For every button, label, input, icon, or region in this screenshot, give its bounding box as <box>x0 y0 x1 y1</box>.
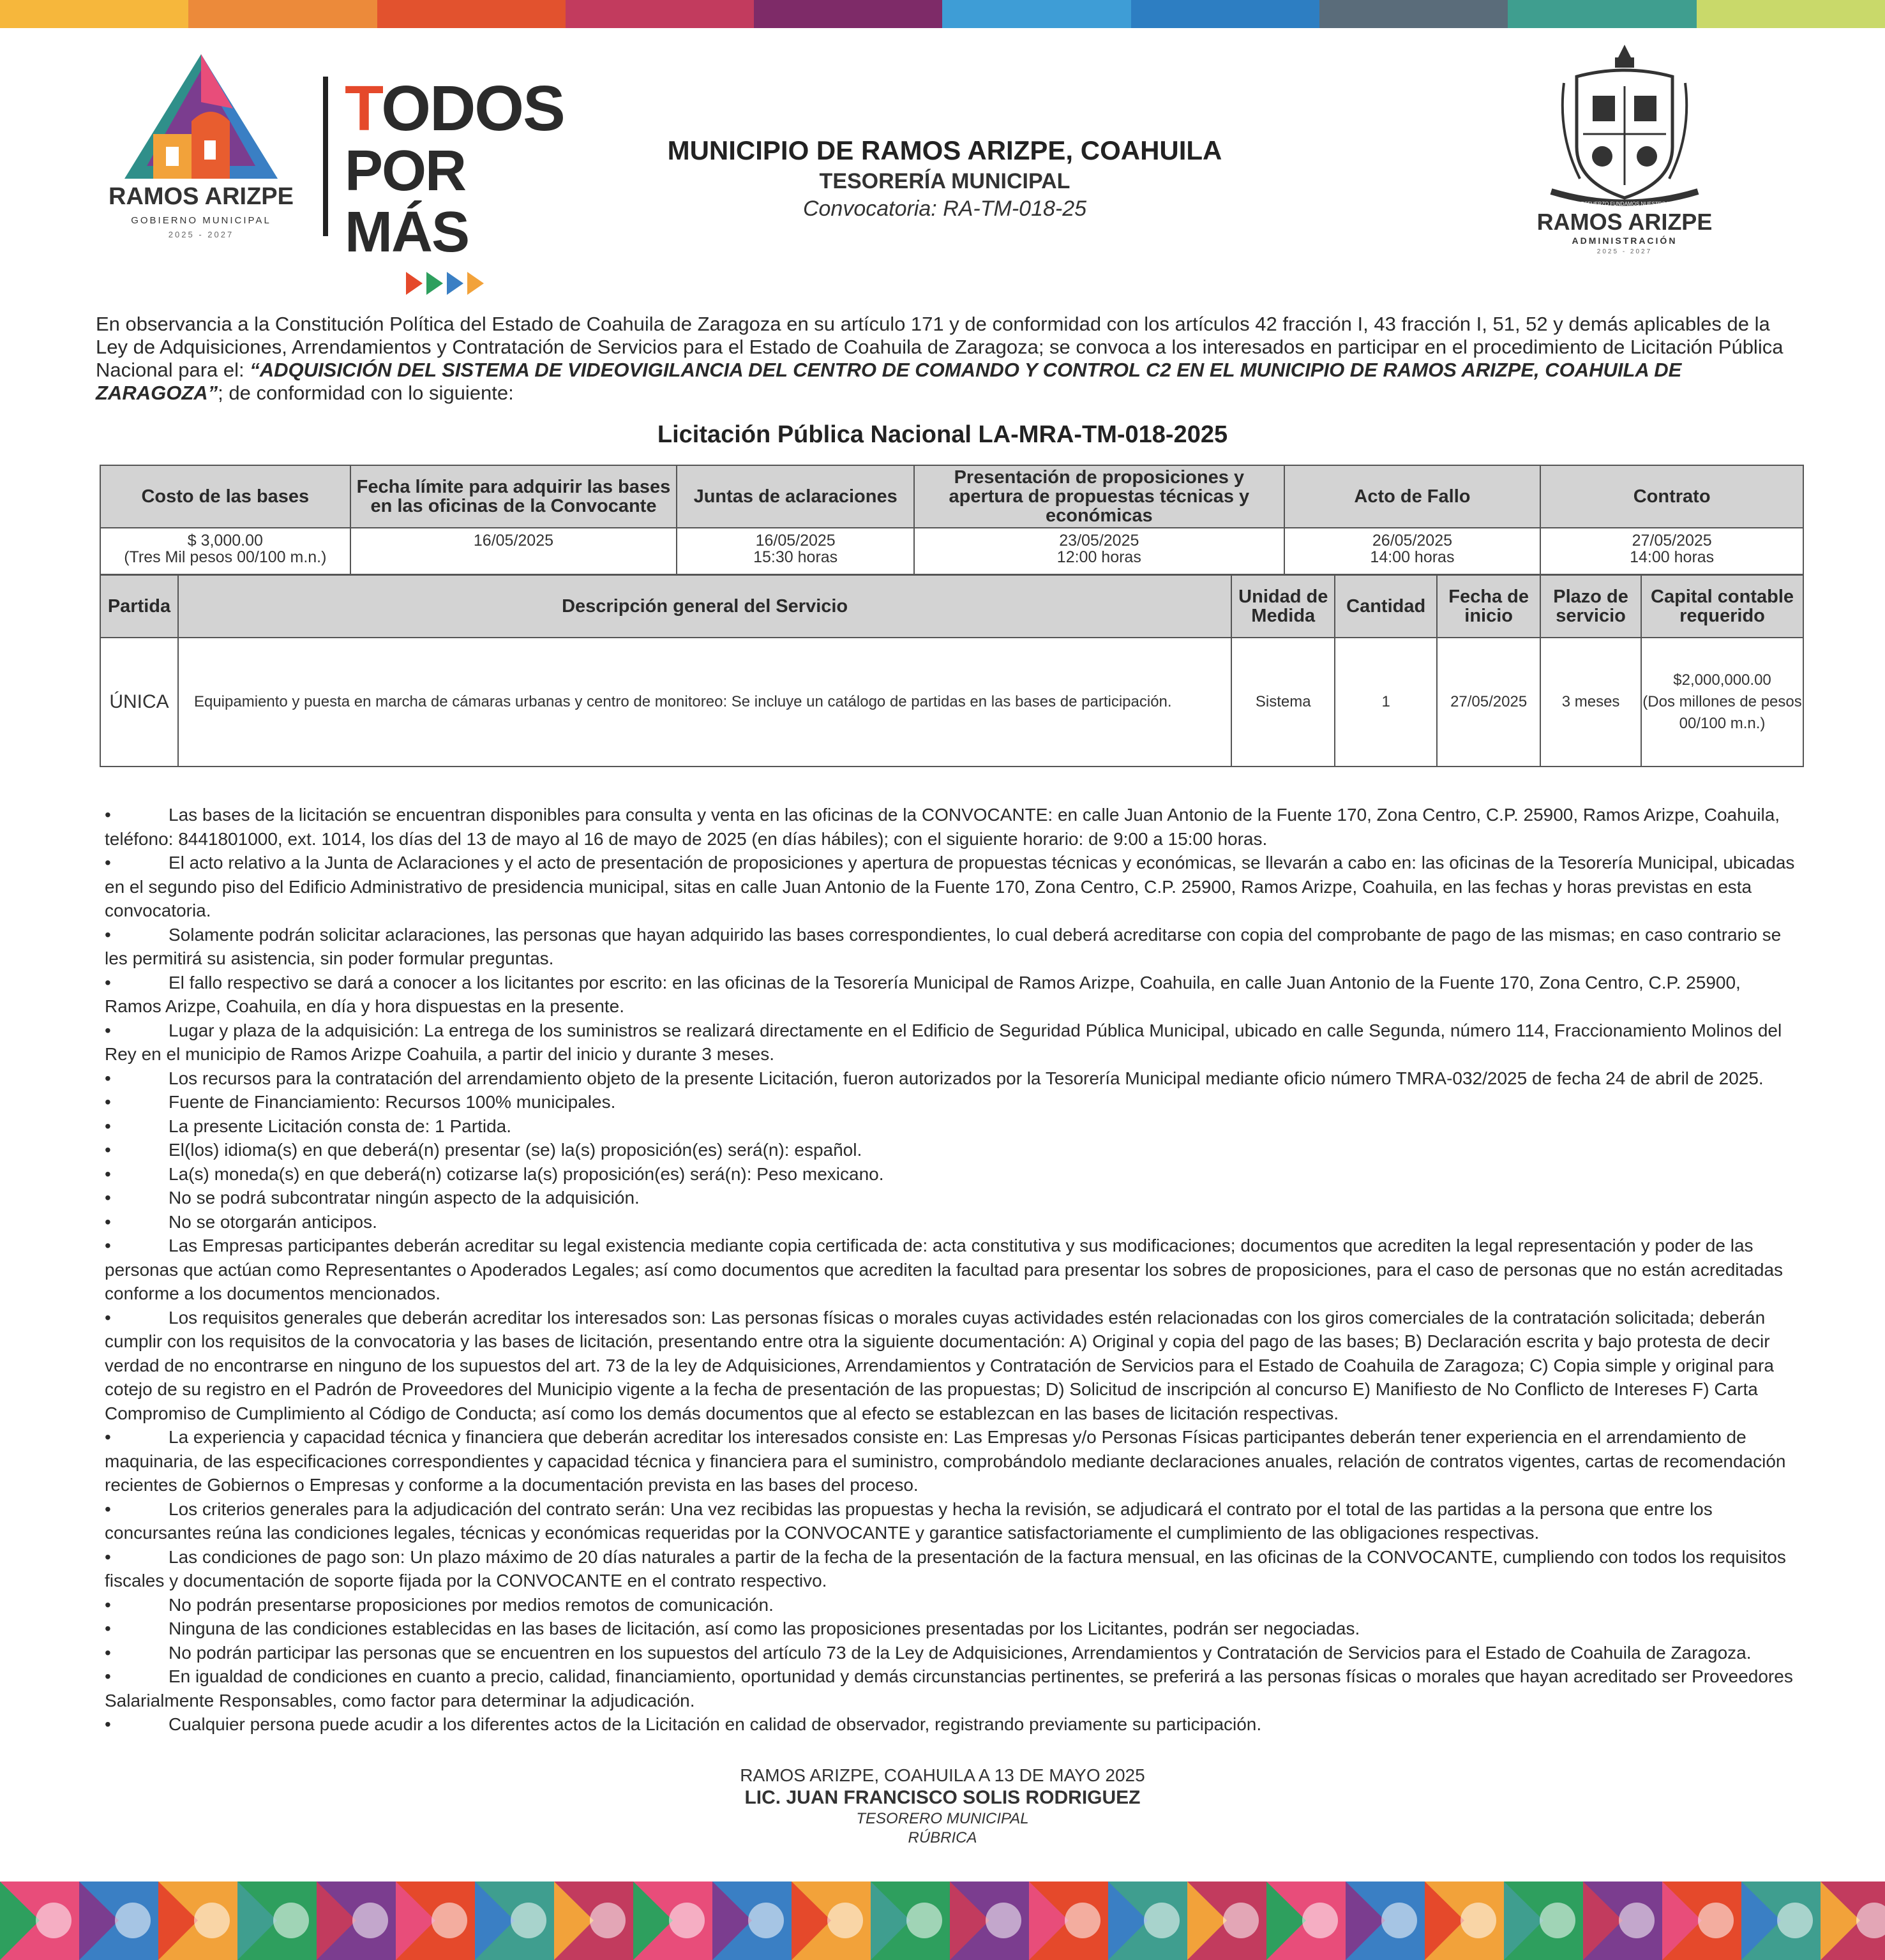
list-item-text: Lugar y plaza de la adquisición: La entrega de los suministros se realizará directamente en el Edificio de Seguridad Pública Municipal, ubicado en calle Segunda, número 114, Fraccionamiento Molinos del Rey en el municipio de Ramos Arizpe Coahuila, a partir del inicio y durante 3 meses. <box>105 1020 1782 1064</box>
todos-line-1: TODOS <box>345 73 564 144</box>
list-item <box>105 971 1796 1019</box>
schedule-header: Contrato <box>1540 465 1803 528</box>
pattern-circle <box>986 1903 1021 1938</box>
list-item <box>105 1641 1796 1665</box>
strip-segment <box>1508 0 1696 28</box>
list-item-text: Los criterios generales para la adjudicación del contrato serán: Una vez recibidas las propuestas y hecha la revisión, se adjudicará el contrato por el total de las partidas a la persona que entre los concursantes reúna las condiciones legales, técnicas y económicas requeridas por la CONVOCANTE y garantice satisfactoriamente el cumplimiento de las obligaciones respectivas. <box>105 1499 1713 1543</box>
list-item <box>105 1545 1796 1593</box>
list-item <box>105 923 1796 971</box>
bullet-icon: • <box>105 1188 111 1208</box>
pattern-circle <box>1698 1903 1734 1938</box>
list-item-text: Las Empresas participantes deberán acreditar su legal existencia mediante copia certificada de: acta constitutiva y sus modificaciones; documentos que acrediten la legal representación y poder de las personas que actúan como Representantes o Apoderados Legales; así como documentos que acrediten la facultad para presentar los sobres de proposiciones, para el caso de personas que no están acreditadas conforme a los documentos mencionados. <box>105 1236 1784 1303</box>
fallo-date: 26/05/2025 <box>1372 532 1453 550</box>
bullet-icon: • <box>105 1116 111 1136</box>
bullet-icon: • <box>105 1619 111 1638</box>
bullet-icon: • <box>105 1642 111 1663</box>
pattern-circle <box>1777 1903 1813 1938</box>
bullet-icon: • <box>105 1211 111 1232</box>
bullet-icon: • <box>105 1163 111 1184</box>
list-item-text: La experiencia y capacidad técnica y financiera que deberán acreditar los interesados consiste en: Las Empresas y/o Personas Físicas participantes deberán tener experiencia en el arrendamiento de maquinaria, de las especificaciones correspondientes y capacidad técnica y financiera para el suministro, comprobándolo mediante declaraciones anuales, relación de contratos vigentes, cartas de recomendación recientes de Gobiernos o Empresas y conforme a la documentación prevista en las bases del proceso. <box>105 1427 1786 1495</box>
bullet-icon: • <box>105 1714 111 1734</box>
pattern-circle <box>1381 1903 1417 1938</box>
schedule-header-row <box>100 465 1803 528</box>
list-item-text: Los requisitos generales que deberán acreditar los interesados son: Las personas físicas o morales cuyas actividades estén relacionadas con los giros comerciales de la contratación solicitada; deberán cumplir con los requisitos de la convocatoria y las bases de licitación, presentando entre otra la siguiente documentación: A) Original y copia del pago de las bases; B) Declaración escrita y bajo protesta de decir verdad de no encontrarse en ninguno de los supuestos del art. 73 de la ley de Adquisiciones, Arrendamientos y Contratación de Servicios para el Estado de Coahuila de Zaragoza; C) Copia simple y original para cotejo de su registro en el Padrón de Proveedores del Municipio vigente a la fecha de presentación de las propuestas; D) Solicitud de inscripción al concurso E) Manifiesto de No Conflicto de Intereses F) Carta Compromiso de Cumplimiento al Código de Conducta; así como los demás documentos que al efecto se establezcan en las bases de licitación respectivas. <box>105 1307 1774 1423</box>
list-item <box>105 851 1796 923</box>
strip-segment <box>754 0 942 28</box>
todos-line-2: POR MÁS <box>345 139 469 264</box>
descripcion-cell: Equipamiento y puesta en marcha de cámaras urbanas y centro de monitoreo: Se incluye un catálogo de partidas en las bases de participación. <box>178 638 1231 767</box>
right-logo-name: RAMOS ARIZPE <box>1536 209 1713 235</box>
aclaraciones-time: 15:30 horas <box>753 548 838 566</box>
chevron-arrows-icon <box>406 272 562 295</box>
list-item <box>105 803 1796 851</box>
list-item <box>105 1162 1796 1186</box>
schedule-header: Juntas de aclaraciones <box>677 465 914 528</box>
list-item <box>105 1593 1796 1617</box>
list-item-text: La(s) moneda(s) en que deberá(n) cotizarse la(s) proposición(es) será(n): Peso mexicano. <box>169 1163 884 1184</box>
bullet-icon: • <box>105 1546 111 1567</box>
list-item <box>105 1090 1796 1114</box>
schedule-header: Acto de Fallo <box>1284 465 1541 528</box>
cantidad-cell: 1 <box>1335 638 1437 767</box>
bullet-icon: • <box>105 1307 111 1328</box>
convocatoria-number: Convocatoria: RA-TM-018-25 <box>802 197 1087 221</box>
aclaraciones-date: 16/05/2025 <box>755 532 836 550</box>
signature-block <box>0 1765 1885 1848</box>
bullet-icon: • <box>105 1427 111 1447</box>
signer-name: LIC. JUAN FRANCISCO SOLIS RODRIGUEZ <box>744 1787 1141 1808</box>
bullet-icon: • <box>105 924 111 945</box>
list-item-text: Las condiciones de pago son: Un plazo máximo de 20 días naturales a partir de la fecha de la presentación de la factura mensual, en las oficinas de la CONVOCANTE, cumpliendo con todos los requisitos fiscales y documentación de soporte fijada por la CONVOCANTE en el contrato respectivo. <box>105 1546 1786 1590</box>
strip-segment <box>1319 0 1508 28</box>
pattern-circle <box>1461 1903 1496 1938</box>
contrato-cell <box>1540 528 1803 574</box>
strip-segment <box>0 0 188 28</box>
bullet-icon: • <box>105 805 111 825</box>
conditions-list <box>105 803 1796 1737</box>
partidas-header-row <box>100 575 1803 638</box>
fallo-cell <box>1284 528 1541 574</box>
pattern-circle <box>194 1903 230 1938</box>
pattern-circle <box>352 1903 388 1938</box>
bullet-icon: • <box>105 1140 111 1160</box>
partidas-header: Plazo de servicio <box>1540 575 1641 638</box>
partida-cell: ÚNICA <box>100 638 178 767</box>
capital-words: (Dos millones de pesos 00/100 m.n.) <box>1642 693 1802 732</box>
seal-motto: EN EL ESFUERZO FUNDAMOS NUESTRO VALOR <box>1565 201 1685 207</box>
presentacion-cell <box>914 528 1284 574</box>
presentacion-time: 12:00 horas <box>1056 548 1141 566</box>
strip-segment <box>566 0 754 28</box>
left-logo-name: RAMOS ARIZPE <box>109 183 294 210</box>
partidas-header: Fecha de inicio <box>1437 575 1540 638</box>
pattern-circle <box>36 1903 71 1938</box>
list-item-text: Solamente podrán solicitar aclaraciones, las personas que hayan adquirido las bases correspondientes, lo cual deberá acreditarse con copia del comprobante de pago de las mismas; en caso contrario se les permitirá su asistencia, sin poder formular preguntas. <box>105 924 1782 968</box>
list-item <box>105 1425 1796 1497</box>
list-item-text: Los recursos para la contratación del arrendamiento objeto de la presente Licitación, fueron autorizados por la Tesorería Municipal mediante oficio número TMRA-032/2025 de fecha 24 de abril de 2025. <box>169 1068 1764 1088</box>
list-item <box>105 1114 1796 1139</box>
pattern-circle <box>590 1903 626 1938</box>
list-item <box>105 1497 1796 1545</box>
list-item <box>105 1306 1796 1426</box>
deadline-cell <box>350 528 677 574</box>
decorative-pattern-band <box>0 1881 1885 1960</box>
pattern-circle <box>1223 1903 1259 1938</box>
list-item <box>105 1210 1796 1234</box>
left-logo-sub: GOBIERNO MUNICIPAL <box>131 215 271 226</box>
list-item-text: No podrán presentarse proposiciones por medios remotos de comunicación. <box>169 1594 774 1615</box>
bullet-icon: • <box>105 1499 111 1519</box>
schedule-header: Fecha límite para adquirir las bases en las oficinas de la Convocante <box>350 465 677 528</box>
presentacion-date: 23/05/2025 <box>1059 532 1139 550</box>
unidad-cell: Sistema <box>1231 638 1335 767</box>
intro-text: En observancia a la Constitución Política del Estado de Coahuila de Zaragoza en su artículo 171 y de conformidad con los artículos 42 fracción I, 43 fracción I, 51, 52 y demás aplicables de la Ley de Adquisiciones, Arrendamientos y Contratación de Servicios para el Estado de Coahuila de Zaragoza; se convoca a los interesados en participar en el procedimiento de Licitación Pública Nacional para el: <box>96 313 1784 381</box>
pattern-circle <box>432 1903 467 1938</box>
right-logo-sub: ADMINISTRACIÓN <box>1572 236 1678 246</box>
list-item-text: Fuente de Financiamiento: Recursos 100% municipales. <box>169 1092 616 1112</box>
fallo-time: 14:00 horas <box>1370 548 1455 566</box>
strip-segment <box>942 0 1130 28</box>
bullet-icon: • <box>105 1092 111 1112</box>
bullet-icon: • <box>105 972 111 992</box>
pattern-circle <box>1144 1903 1180 1938</box>
pattern-circle <box>1065 1903 1100 1938</box>
list-item-text: Las bases de la licitación se encuentran disponibles para consulta y venta en las oficinas de la CONVOCANTE: en calle Juan Antonio de la Fuente 170, Zona Centro, C.P. 25900, Ramos Arizpe, Coahuila, teléfono: 8441801000, ext. 1014, los días del 13 de mayo al 16 de mayo de 2025 (en días hábiles); con el siguiente horario: de 9:00 a 15:00 horas. <box>105 805 1780 849</box>
partidas-header: Cantidad <box>1335 575 1437 638</box>
list-item <box>105 1019 1796 1066</box>
schedule-header: Costo de las bases <box>100 465 350 528</box>
pattern-circle <box>511 1903 546 1938</box>
list-item <box>105 1712 1796 1737</box>
strip-segment <box>1697 0 1885 28</box>
partidas-header: Descripción general del Servicio <box>178 575 1231 638</box>
pattern-circle <box>827 1903 863 1938</box>
schedule-header: Presentación de proposiciones y apertura de propuestas técnicas y económicas <box>914 465 1284 528</box>
pattern-circle <box>1540 1903 1575 1938</box>
bullet-icon: • <box>105 1236 111 1255</box>
list-item-text: En igualdad de condiciones en cuanto a precio, calidad, financiamiento, oportunidad y demás circunstancias pertinentes, se preferirá a las personas físicas o morales que hayan acreditado ser Proveedores Salarialmente Responsables, como factor para determinar la adjudicación. <box>105 1666 1793 1710</box>
place-date: RAMOS ARIZPE, COAHUILA A 13 DE MAYO 2025 <box>740 1765 1145 1785</box>
ramos-arizpe-administracion-seal <box>1519 38 1730 255</box>
aclaraciones-cell <box>677 528 914 574</box>
office-title: TESORERÍA MUNICIPAL <box>819 169 1070 193</box>
partidas-header: Partida <box>100 575 178 638</box>
list-item-text: La presente Licitación consta de: 1 Partida. <box>169 1116 512 1136</box>
municipality-title: MUNICIPIO DE RAMOS ARIZPE, COAHUILA <box>667 135 1222 165</box>
intro-emphasis: “ADQUISICIÓN DEL SISTEMA DE VIDEOVIGILANCIA DEL CENTRO DE COMANDO Y CONTROL C2 EN EL MUNICIPIO DE RAMOS ARIZPE, COAHUILA DE ZARAGOZA” <box>96 359 1682 404</box>
signer-role: TESORERO MUNICIPAL <box>856 1810 1029 1827</box>
deadline-value: 16/05/2025 <box>473 532 554 550</box>
pattern-circle <box>669 1903 705 1938</box>
schedule-table <box>100 465 1804 575</box>
list-item <box>105 1617 1796 1641</box>
licitacion-title: Licitación Pública Nacional LA-MRA-TM-018-2025 <box>657 421 1228 448</box>
schedule-value-row <box>100 528 1803 574</box>
intro-text-end: ; de conformidad con lo siguiente: <box>218 382 514 404</box>
list-item <box>105 1665 1796 1712</box>
ramos-arizpe-gobierno-logo <box>96 45 306 255</box>
bullet-icon: • <box>105 1068 111 1088</box>
bullet-icon: • <box>105 1594 111 1615</box>
fecha-inicio-cell: 27/05/2025 <box>1437 638 1540 767</box>
list-item <box>105 1234 1796 1306</box>
contrato-date: 27/05/2025 <box>1632 532 1712 550</box>
top-color-strip <box>0 0 1885 28</box>
logo-divider <box>323 77 328 236</box>
pattern-circle <box>748 1903 784 1938</box>
cost-words: (Tres Mil pesos 00/100 m.n.) <box>124 548 327 566</box>
plazo-cell: 3 meses <box>1540 638 1641 767</box>
partidas-table <box>100 574 1804 767</box>
pattern-circle <box>1619 1903 1655 1938</box>
bullet-icon: • <box>105 1020 111 1040</box>
strip-segment <box>1131 0 1319 28</box>
pattern-circle <box>273 1903 309 1938</box>
list-item-text: El(los) idioma(s) en que deberá(n) presentar (se) la(s) proposición(es) será(n): español. <box>169 1140 862 1160</box>
document-header <box>575 134 1315 222</box>
bullet-icon: • <box>105 1666 111 1686</box>
list-item <box>105 1066 1796 1091</box>
rubrica-label: RÚBRICA <box>908 1829 977 1846</box>
list-item-text: No podrán participar las personas que se encuentren en los supuestos del artículo 73 de la Ley de Adquisiciones, Arrendamientos y Contratación de Servicios para el Estado de Coahuila de Zaragoza. <box>169 1642 1752 1663</box>
list-item-text: El fallo respectivo se dará a conocer a los licitantes por escrito: en las oficinas de la Tesorería Municipal de Ramos Arizpe, Coahuila, en calle Juan Antonio de la Fuente 170, Zona Centro, C.P. 25900, Ramos Arizpe, Coahuila, en día y hora dispuestas en la presente. <box>105 972 1741 1016</box>
todos-por-mas-logo <box>345 73 564 264</box>
partida-row <box>100 638 1803 767</box>
pattern-circle <box>1302 1903 1338 1938</box>
partidas-header: Capital contable requerido <box>1641 575 1803 638</box>
bullet-icon: • <box>105 853 111 872</box>
contrato-time: 14:00 horas <box>1630 548 1715 566</box>
list-item-text: No se podrá subcontratar ningún aspecto de la adquisición. <box>169 1188 640 1208</box>
list-item-text: El acto relativo a la Junta de Aclaraciones y el acto de presentación de proposiciones y apertura de propuestas técnicas y económicas, se llevarán a cabo en: las oficinas de la Tesorería Municipal, ubicadas en el segundo piso del Edificio Administrativo de presidencia municipal, sitas en calle Juan Antonio de la Fuente 170, Zona Centro, C.P. 25900, Ramos Arizpe, Coahuila, en las fechas y horas previstas en esta convocatoria. <box>105 853 1795 920</box>
capital-cell <box>1641 638 1803 767</box>
pattern-circle <box>115 1903 151 1938</box>
list-item-text: Ninguna de las condiciones establecidas en las bases de licitación, así como las proposiciones presentadas por los Licitantes, podrán ser negociadas. <box>169 1619 1360 1638</box>
partidas-header: Unidad de Medida <box>1231 575 1335 638</box>
list-item <box>105 1186 1796 1210</box>
left-logo-years: 2025 - 2027 <box>168 230 234 239</box>
cost-cell <box>100 528 350 574</box>
list-item-text: Cualquier persona puede acudir a los diferentes actos de la Licitación en calidad de observador, registrando previamente su participación. <box>169 1714 1262 1734</box>
pattern-circle <box>906 1903 942 1938</box>
cost-value: $ 3,000.00 <box>187 532 263 550</box>
right-logo-years: 2025 - 2027 <box>1596 248 1653 255</box>
intro-paragraph <box>96 313 1787 405</box>
list-item <box>105 1138 1796 1162</box>
capital-value: $2,000,000.00 <box>1673 671 1771 689</box>
list-item-text: No se otorgarán anticipos. <box>169 1211 377 1232</box>
strip-segment <box>188 0 377 28</box>
strip-segment <box>377 0 566 28</box>
